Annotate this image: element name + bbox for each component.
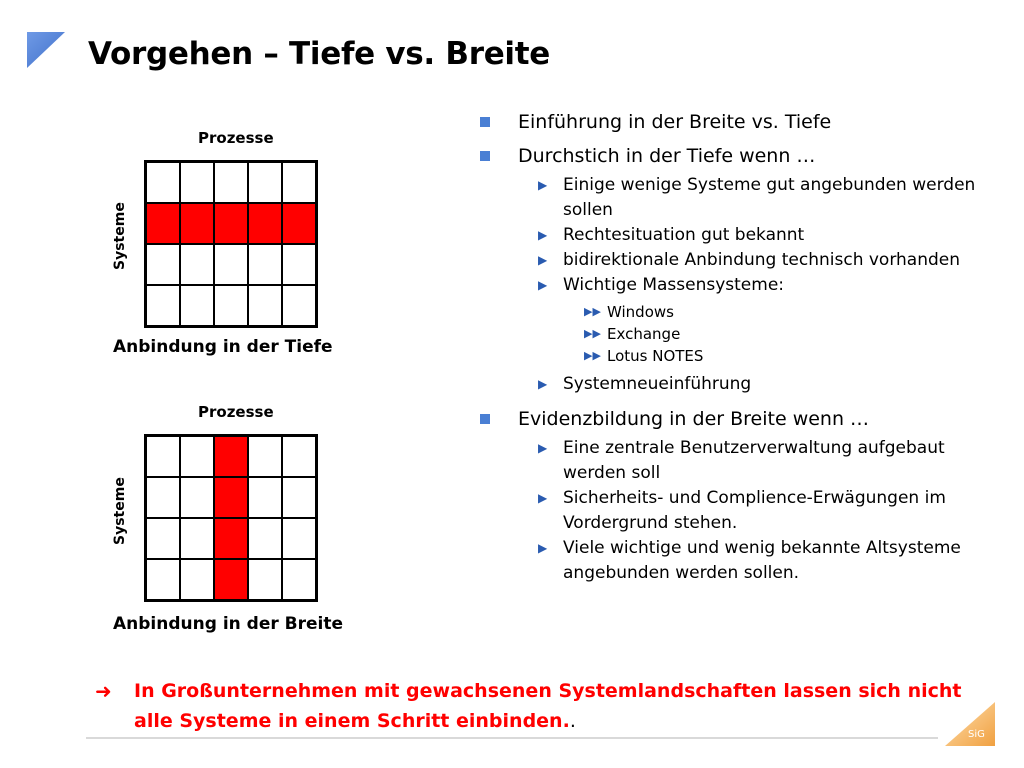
grid-cell-highlight (146, 203, 180, 244)
square-bullet-icon (480, 117, 490, 127)
grid-cell (180, 518, 214, 559)
grid-cell (248, 477, 282, 518)
bullet-item (480, 144, 1000, 168)
sub-bullet-item (480, 273, 1000, 298)
grid-cell (180, 162, 214, 203)
grid-cell (282, 559, 316, 600)
sub-sub-bullet-text: Lotus NOTES (607, 347, 704, 365)
grid-cell (248, 559, 282, 600)
sub-sub-bullet-text: Windows (607, 303, 674, 321)
grid-cell-highlight (214, 477, 248, 518)
grid-cell (146, 436, 180, 477)
conclusion-note (95, 676, 975, 736)
grid-cell (282, 518, 316, 559)
right-arrow-icon: ➜ (95, 679, 112, 703)
grid-cell-highlight (214, 436, 248, 477)
double-triangle-bullet-icon: ▶▶ (584, 305, 601, 318)
diagram-breadth-top-label: Prozesse (198, 403, 274, 421)
grid-cell (146, 285, 180, 326)
grid-cell (146, 559, 180, 600)
diagram-breadth-side-label: Systeme (112, 477, 128, 545)
sub-bullet-text: Rechtesituation gut bekannt (563, 225, 805, 245)
conclusion-tail: . (569, 710, 576, 732)
conclusion-text: In Großunternehmen mit gewachsenen Systemlandschaften lassen sich nicht alle Systeme in einem Schritt einbinden. (134, 680, 962, 732)
double-triangle-bullet-icon: ▶▶ (584, 327, 601, 340)
grid-cell (180, 559, 214, 600)
grid-cell (248, 518, 282, 559)
bullet-text: Einführung in der Breite vs. Tiefe (518, 111, 832, 133)
grid-cell (214, 162, 248, 203)
grid-cell-highlight (214, 559, 248, 600)
square-bullet-icon (480, 151, 490, 161)
corner-triangle-icon (27, 32, 65, 68)
diagram-breadth-grid (144, 434, 318, 602)
sub-bullet-item (480, 223, 1000, 248)
grid-cell (180, 285, 214, 326)
bullet-item (480, 407, 1000, 431)
triangle-bullet-icon: ▶ (538, 228, 548, 242)
grid-cell (248, 285, 282, 326)
grid-cell (180, 244, 214, 285)
grid-cell (146, 244, 180, 285)
grid-cell-highlight (248, 203, 282, 244)
sub-bullet-item (480, 248, 1000, 273)
double-triangle-bullet-icon: ▶▶ (584, 349, 601, 362)
triangle-bullet-icon: ▶ (538, 178, 548, 192)
sub-sub-bullet-text: Exchange (607, 325, 681, 343)
triangle-bullet-icon: ▶ (538, 253, 548, 267)
sub-bullet-item (480, 173, 1000, 223)
grid-cell (282, 285, 316, 326)
grid-cell (248, 162, 282, 203)
grid-cell (248, 244, 282, 285)
sub-bullet-text: bidirektionale Anbindung technisch vorhanden (563, 250, 961, 270)
diagram-depth-caption: Anbindung in der Tiefe (113, 337, 333, 357)
diagram-depth-top-label: Prozesse (198, 129, 274, 147)
sub-sub-bullet-item (480, 343, 1000, 369)
bullet-list (480, 110, 1000, 591)
sub-bullet-text: Eine zentrale Benutzerverwaltung aufgebaut werden soll (563, 438, 945, 483)
sub-bullet-text: Viele wichtige und wenig bekannte Altsysteme angebunden werden sollen. (563, 538, 961, 583)
triangle-bullet-icon: ▶ (538, 441, 548, 455)
sub-bullet-text: Systemneueinführung (563, 374, 752, 394)
grid-cell (282, 244, 316, 285)
sub-bullet-text: Einige wenige Systeme gut angebunden werden sollen (563, 175, 976, 220)
diagram-depth-side-label: Systeme (112, 202, 128, 270)
grid-cell (214, 285, 248, 326)
triangle-bullet-icon: ▶ (538, 278, 548, 292)
grid-cell-highlight (214, 203, 248, 244)
triangle-bullet-icon: ▶ (538, 541, 548, 555)
bullet-text: Durchstich in der Tiefe wenn … (518, 145, 816, 167)
grid-cell (248, 436, 282, 477)
triangle-bullet-icon: ▶ (538, 377, 548, 391)
sub-bullet-text: Sicherheits- und Complience-Erwägungen im Vordergrund stehen. (563, 488, 946, 533)
sub-bullet-item (480, 436, 1000, 486)
grid-cell (146, 162, 180, 203)
grid-cell (180, 477, 214, 518)
diagram-depth-grid (144, 160, 318, 328)
sub-bullet-item (480, 486, 1000, 536)
grid-cell (146, 518, 180, 559)
sub-bullet-item (480, 372, 1000, 397)
grid-cell-highlight (180, 203, 214, 244)
grid-cell (180, 436, 214, 477)
sub-bullet-item (480, 536, 1000, 586)
grid-cell (146, 477, 180, 518)
logo-text: SiG (968, 729, 985, 740)
grid-cell (282, 477, 316, 518)
grid-cell (282, 162, 316, 203)
slide-title: Vorgehen – Tiefe vs. Breite (88, 36, 550, 72)
bullet-item (480, 110, 1000, 134)
square-bullet-icon (480, 414, 490, 424)
grid-cell (282, 436, 316, 477)
triangle-bullet-icon: ▶ (538, 491, 548, 505)
diagram-breadth-caption: Anbindung in der Breite (113, 614, 344, 634)
sub-bullet-text: Wichtige Massensysteme: (563, 275, 784, 295)
grid-cell-highlight (282, 203, 316, 244)
footer-divider (86, 737, 938, 739)
grid-cell-highlight (214, 518, 248, 559)
grid-cell (214, 244, 248, 285)
bullet-text: Evidenzbildung in der Breite wenn … (518, 408, 870, 430)
